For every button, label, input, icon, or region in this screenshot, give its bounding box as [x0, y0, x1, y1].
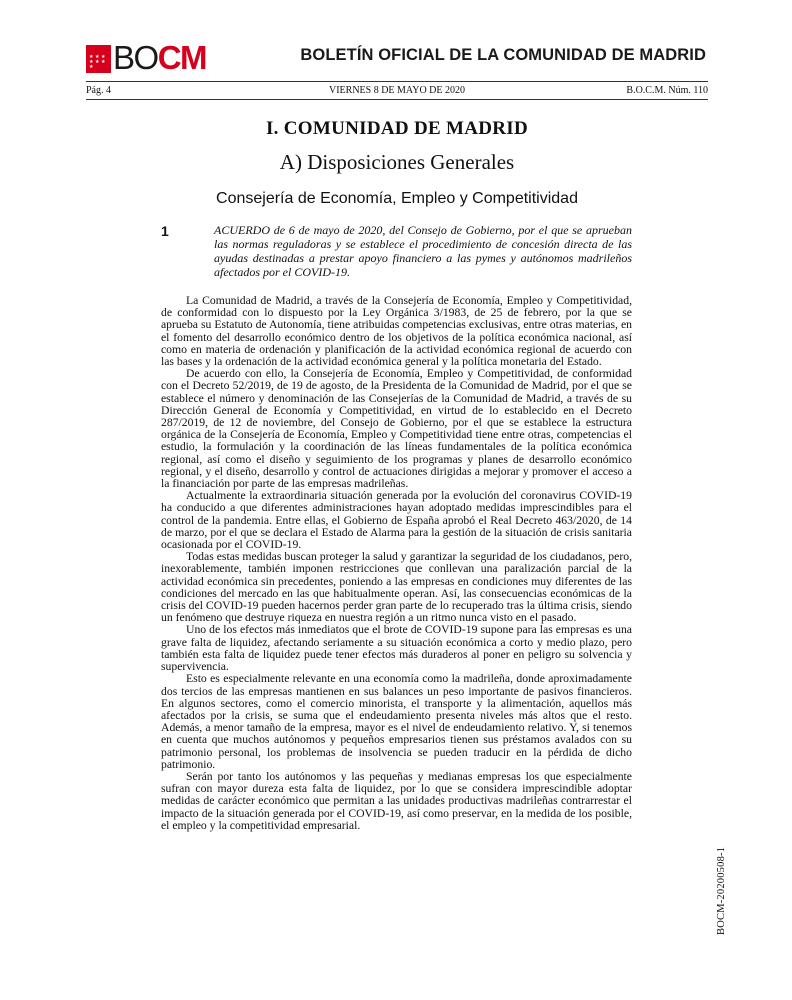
item-number: 1 — [161, 223, 169, 239]
section-heading: I. COMUNIDAD DE MADRID — [265, 118, 529, 139]
star-icon: ★ — [95, 53, 100, 60]
paragraph: Esto es especialmente relevante en una economía como la madrileña, donde aproximadamente dos tercios de las empresas mantienen en sus balances un peso importante de pasivos financieros. En algunos sectores, como el comercio minorista, el transporte y la alimentación, aquellos más afectados por la crisis, se suma que el endeudamiento presenta niveles más altos que el resto. Además, a menor tamaño de la empresa, mayor es el nivel de endeudamiento relativo. Y, si tenemos en cuenta que muchos autónomos y pequeños empresarios tienen sus préstamos avalados con su patrimonio personal, los problemas de insolvencia se pueden traducir en la pérdida de dicho patrimonio. — [161, 672, 632, 771]
star-icon: ★ — [89, 63, 94, 70]
star-icon: ★ — [101, 53, 106, 60]
paragraph: Todas estas medidas buscan proteger la salud y garantizar la seguridad de los ciudadanos, pero, inexorablemente, también imponen restricciones que conllevan una paralización parcial de la actividad económica sin precedentes, poniendo a las empresas en condiciones muy diferentes de las condiciones del mercado en las que habitualmente operan. Así, las consecuencias económicas de la crisis del COVID-19 pueden hacernos perder gran parte de lo recuperado tras la última crisis, siendo un fenómeno que destruye riqueza en nuestra región a un ritmo nunca visto en el pasado. — [161, 550, 632, 625]
madrid-flag-icon — [86, 45, 111, 73]
logo-cm: CM — [157, 39, 207, 76]
logo-bo: BO — [113, 39, 158, 76]
bocm-logo — [86, 39, 207, 76]
body-text — [161, 295, 632, 832]
star-icon: ★ — [89, 53, 94, 60]
star-icon: ★ — [101, 58, 106, 65]
star-icon: ★ — [89, 58, 94, 65]
paragraph: Uno de los efectos más inmediatos que el brote de COVID-19 supone para las empresas es una grave falta de liquidez, afectando seriamente a su situación económica a corto y medio plazo, pero también esta falta de liquidez puede tener efectos más duraderos al poner en peligro su solvencia y supervivencia. — [161, 623, 632, 674]
bulletin-title: BOLETÍN OFICIAL DE LA COMUNIDAD DE MADRID — [300, 46, 706, 64]
paragraph: Actualmente la extraordinaria situación generada por la evolución del coronavirus COVID-19 ha conducido a que diferentes administraciones hayan adoptado medidas imprescindibles para el control de la pandemia. Entre ellas, el Gobierno de España aprobó el Real Decreto 463/2020, de 14 de marzo, por el que se declara el Estado de Alarma para la gestión de la situación de crisis sanitaria ocasionada por el COVID-19. — [161, 489, 632, 552]
decree-title: ACUERDO de 6 de mayo de 2020, del Consejo de Gobierno, por el que se aprueban las normas reguladoras y se establece el procedimiento de concesión directa de las ayudas destinadas a prestar apoyo financiero a las pymes y autónomos madrileños afectados por el COVID-19. — [214, 223, 632, 279]
paragraph: Serán por tanto los autónomos y las pequeñas y medianas empresas los que especialmente sufran con mayor dureza esta falta de liquidez, por lo que se considera imprescindible adoptar medidas de carácter económico que permitan a las unidades productivas madrileñas contrarrestar el impacto de la situación generada por el COVID-19, así como preservar, en la medida de los posible, el empleo y la competitividad empresarial. — [161, 769, 632, 832]
star-icon: ★ — [95, 58, 100, 65]
header-rule-top — [86, 81, 708, 82]
logo-wordmark — [113, 39, 207, 76]
meta-bar — [86, 85, 708, 98]
bulletin-number: B.O.C.M. Núm. 110 — [626, 85, 708, 96]
department-heading: Consejería de Economía, Empleo y Competitividad — [216, 190, 578, 207]
issue-date: VIERNES 8 DE MAYO DE 2020 — [328, 85, 466, 96]
document-code: BOCM-20200508-1 — [716, 846, 727, 935]
paragraph: La Comunidad de Madrid, a través de la Consejería de Economía, Empleo y Competitividad, de conformidad con lo dispuesto por la Ley Orgánica 3/1983, de 25 de febrero, por la que se aprueba su Estatuto de Autonomía, tiene atribuidas competencias exclusivas, entre otras materias, en el fomento del desarrollo económico dentro de los objetivos de la política económica nacional, así como en materia de ordenación y planificación de la actividad económica regional de acuerdo con las bases y la ordenación de la actividad económica general y la política monetaria del Estado. — [161, 294, 632, 369]
subsection-heading: A) Disposiciones Generales — [279, 150, 515, 174]
page-number: Pág. 4 — [86, 85, 111, 96]
paragraph: De acuerdo con ello, la Consejería de Economía, Empleo y Competitividad, de conformidad con el Decreto 52/2019, de 19 de agosto, de la Presidenta de la Comunidad de Madrid, por el que se establece el número y denominación de las Consejerías de la Comunidad de Madrid, a través de su Dirección General de Economía y Competitividad, en virtud de lo establecido en el Decreto 287/2019, de 12 de noviembre, del Consejo de Gobierno, por el que se establece la estructura orgánica de la Consejería de Economía, Empleo y Competitividad tiene entre otras, competencias el estudio, la formulación y la coordinación de las líneas fundamentales de la política económica regional, así como el diseño y seguimiento de los programas y planes de desarrollo económico regional, y el diseño, desarrollo y control de actuaciones dirigidas a mejorar y promover el acceso a la financiación por parte de las empresas madrileñas. — [161, 367, 632, 491]
header-rule-bottom — [86, 99, 708, 100]
